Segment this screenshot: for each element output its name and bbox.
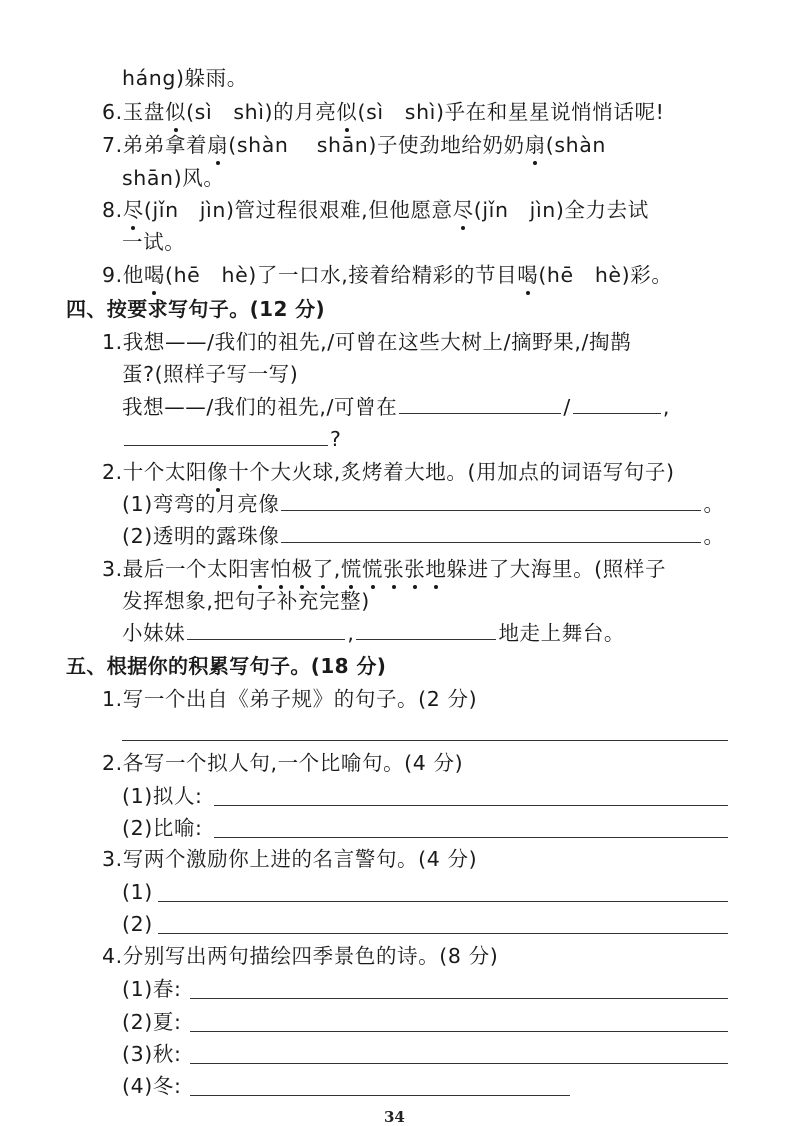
pinyin-choice: (jǐn jìn)管过程很艰难,但他愿意 <box>143 198 453 222</box>
answer-line[interactable] <box>190 1095 570 1096</box>
comma: , <box>662 395 670 419</box>
text: 躲进了大海里。(照样子 <box>446 557 667 581</box>
comma: , <box>347 621 355 645</box>
dotted-char: 像 <box>207 460 229 484</box>
question-mark: ? <box>330 427 342 451</box>
dotted-char: 尽 <box>122 198 144 222</box>
s4-q1-fill-line <box>122 393 670 421</box>
s5-q4-summer <box>122 1008 181 1036</box>
prompt-text: (2)比喻: <box>122 816 203 840</box>
question-8 <box>102 196 649 224</box>
prompt-text: (1)拟人: <box>122 784 203 808</box>
question-9 <box>102 261 672 289</box>
pinyin-choice: (jǐn jìn)全力去试 <box>473 198 649 222</box>
answer-line[interactable] <box>214 805 728 806</box>
s5-q4-autumn <box>122 1040 181 1068</box>
section-4-title: 四、按要求写句子。(12 分) <box>66 297 326 321</box>
text: 3.最后一个太阳 <box>102 557 250 581</box>
s5-question-2: 2.各写一个拟人句,一个比喻句。(4 分) <box>102 751 464 775</box>
answer-blank[interactable] <box>124 425 328 446</box>
answer-line[interactable] <box>158 933 728 934</box>
s4-q1-fill-line-2 <box>122 425 341 453</box>
section-5-title: 五、根据你的积累写句子。(18 分) <box>66 654 387 678</box>
answer-blank[interactable] <box>573 393 661 414</box>
pinyin-choice: (sì shì)乎在和星星说悄悄话呢! <box>357 100 665 124</box>
answer-blank[interactable] <box>281 522 701 543</box>
dotted-char: 地 <box>425 557 447 581</box>
answer-line[interactable] <box>190 998 728 999</box>
question-6 <box>102 98 664 126</box>
answer-blank[interactable] <box>281 490 701 511</box>
s5-q3-item-2 <box>122 910 153 938</box>
dotted-char: 慌 <box>362 557 384 581</box>
dotted-char: 尽 <box>452 198 474 222</box>
text: , <box>333 557 341 581</box>
pinyin-choice: (shàn <box>545 133 606 157</box>
dotted-char: 扇 <box>207 133 229 157</box>
text: 十个大火球,炙烤着大地。(用加点的词语写句子) <box>228 460 675 484</box>
s5-question-4: 4.分别写出两句描绘四季景色的诗。(8 分) <box>102 944 499 968</box>
pinyin-choice: (sì shì)的月亮 <box>186 100 337 124</box>
s4-question-2 <box>102 458 675 486</box>
answer-line[interactable] <box>122 740 728 741</box>
s4-q2-item-2 <box>122 522 725 550</box>
period: 。 <box>703 492 725 516</box>
prompt-text: (1)春: <box>122 977 182 1001</box>
prompt-text: (4)冬: <box>122 1074 182 1098</box>
pinyin-choice: (hē hè)了一口水,接着给精彩的节目 <box>164 263 518 287</box>
s5-q4-winter <box>122 1072 181 1100</box>
s4-q2-item-1 <box>122 490 725 518</box>
answer-blank[interactable] <box>187 619 345 640</box>
text: 地走上舞台。 <box>498 621 626 645</box>
page-number: 34 <box>384 1108 405 1126</box>
answer-blank[interactable] <box>399 393 561 414</box>
dotted-char: 怕 <box>270 557 292 581</box>
s5-question-1: 1.写一个出自《弟子规》的句子。(2 分) <box>102 687 478 711</box>
prompt-text: 我想——/我们的祖先,/可曾在 <box>122 395 398 419</box>
s5-q2-item-1 <box>122 782 203 810</box>
dotted-char: 喝 <box>143 263 165 287</box>
text: 7.弟弟拿着 <box>102 133 208 157</box>
dotted-char: 了 <box>312 557 334 581</box>
answer-line[interactable] <box>214 837 728 838</box>
s5-question-3: 3.写两个激励你上进的名言警句。(4 分) <box>102 847 478 871</box>
prompt-text: (2)透明的露珠像 <box>122 524 280 548</box>
s5-q4-spring <box>122 975 181 1003</box>
slash: / <box>563 395 571 419</box>
pinyin-choice: (hē hè)彩。 <box>538 263 673 287</box>
s4-question-3 <box>102 555 666 583</box>
s4-q3-fill-line <box>122 619 625 647</box>
answer-blank[interactable] <box>356 619 496 640</box>
dotted-char: 害 <box>249 557 271 581</box>
s5-q3-item-1 <box>122 878 153 906</box>
question-8-cont: 一试。 <box>122 230 186 254</box>
dotted-char: 极 <box>291 557 313 581</box>
q5-continuation: háng)躲雨。 <box>122 66 248 90</box>
dotted-char: 扇 <box>524 133 546 157</box>
pinyin-choice: (shàn shān)子使劲地给奶奶 <box>228 133 525 157</box>
text: 8. <box>102 198 123 222</box>
dotted-char: 慌 <box>340 557 363 581</box>
s4-question-1-cont: 蛋?(照样子写一写) <box>122 362 299 386</box>
prompt-text: (1) <box>122 880 153 904</box>
dotted-char: 张 <box>404 557 426 581</box>
answer-line[interactable] <box>158 901 728 902</box>
prompt-text: (3)秋: <box>122 1042 182 1066</box>
prompt-text: (1)弯弯的月亮像 <box>122 492 280 516</box>
prompt-text: 小妹妹 <box>122 621 186 645</box>
text: 6.玉盘 <box>102 100 165 124</box>
dotted-char: 喝 <box>517 263 539 287</box>
s4-question-3-cont: 发挥想象,把句子补充完整) <box>122 589 370 613</box>
question-7-cont: shān)风。 <box>122 166 225 190</box>
dotted-char: 似 <box>164 100 187 124</box>
text: 9.他 <box>102 263 144 287</box>
question-7 <box>102 131 606 159</box>
period: 。 <box>703 524 725 548</box>
dotted-char: 似 <box>336 100 358 124</box>
text: 2.十个太阳 <box>102 460 208 484</box>
dotted-char: 张 <box>383 557 405 581</box>
s5-q2-item-2 <box>122 814 203 842</box>
s4-question-1: 1.我想——/我们的祖先,/可曾在这些大树上/摘野果,/掏鹊 <box>102 330 632 354</box>
prompt-text: (2) <box>122 912 153 936</box>
answer-line[interactable] <box>190 1063 728 1064</box>
answer-line[interactable] <box>190 1031 728 1032</box>
prompt-text: (2)夏: <box>122 1010 182 1034</box>
